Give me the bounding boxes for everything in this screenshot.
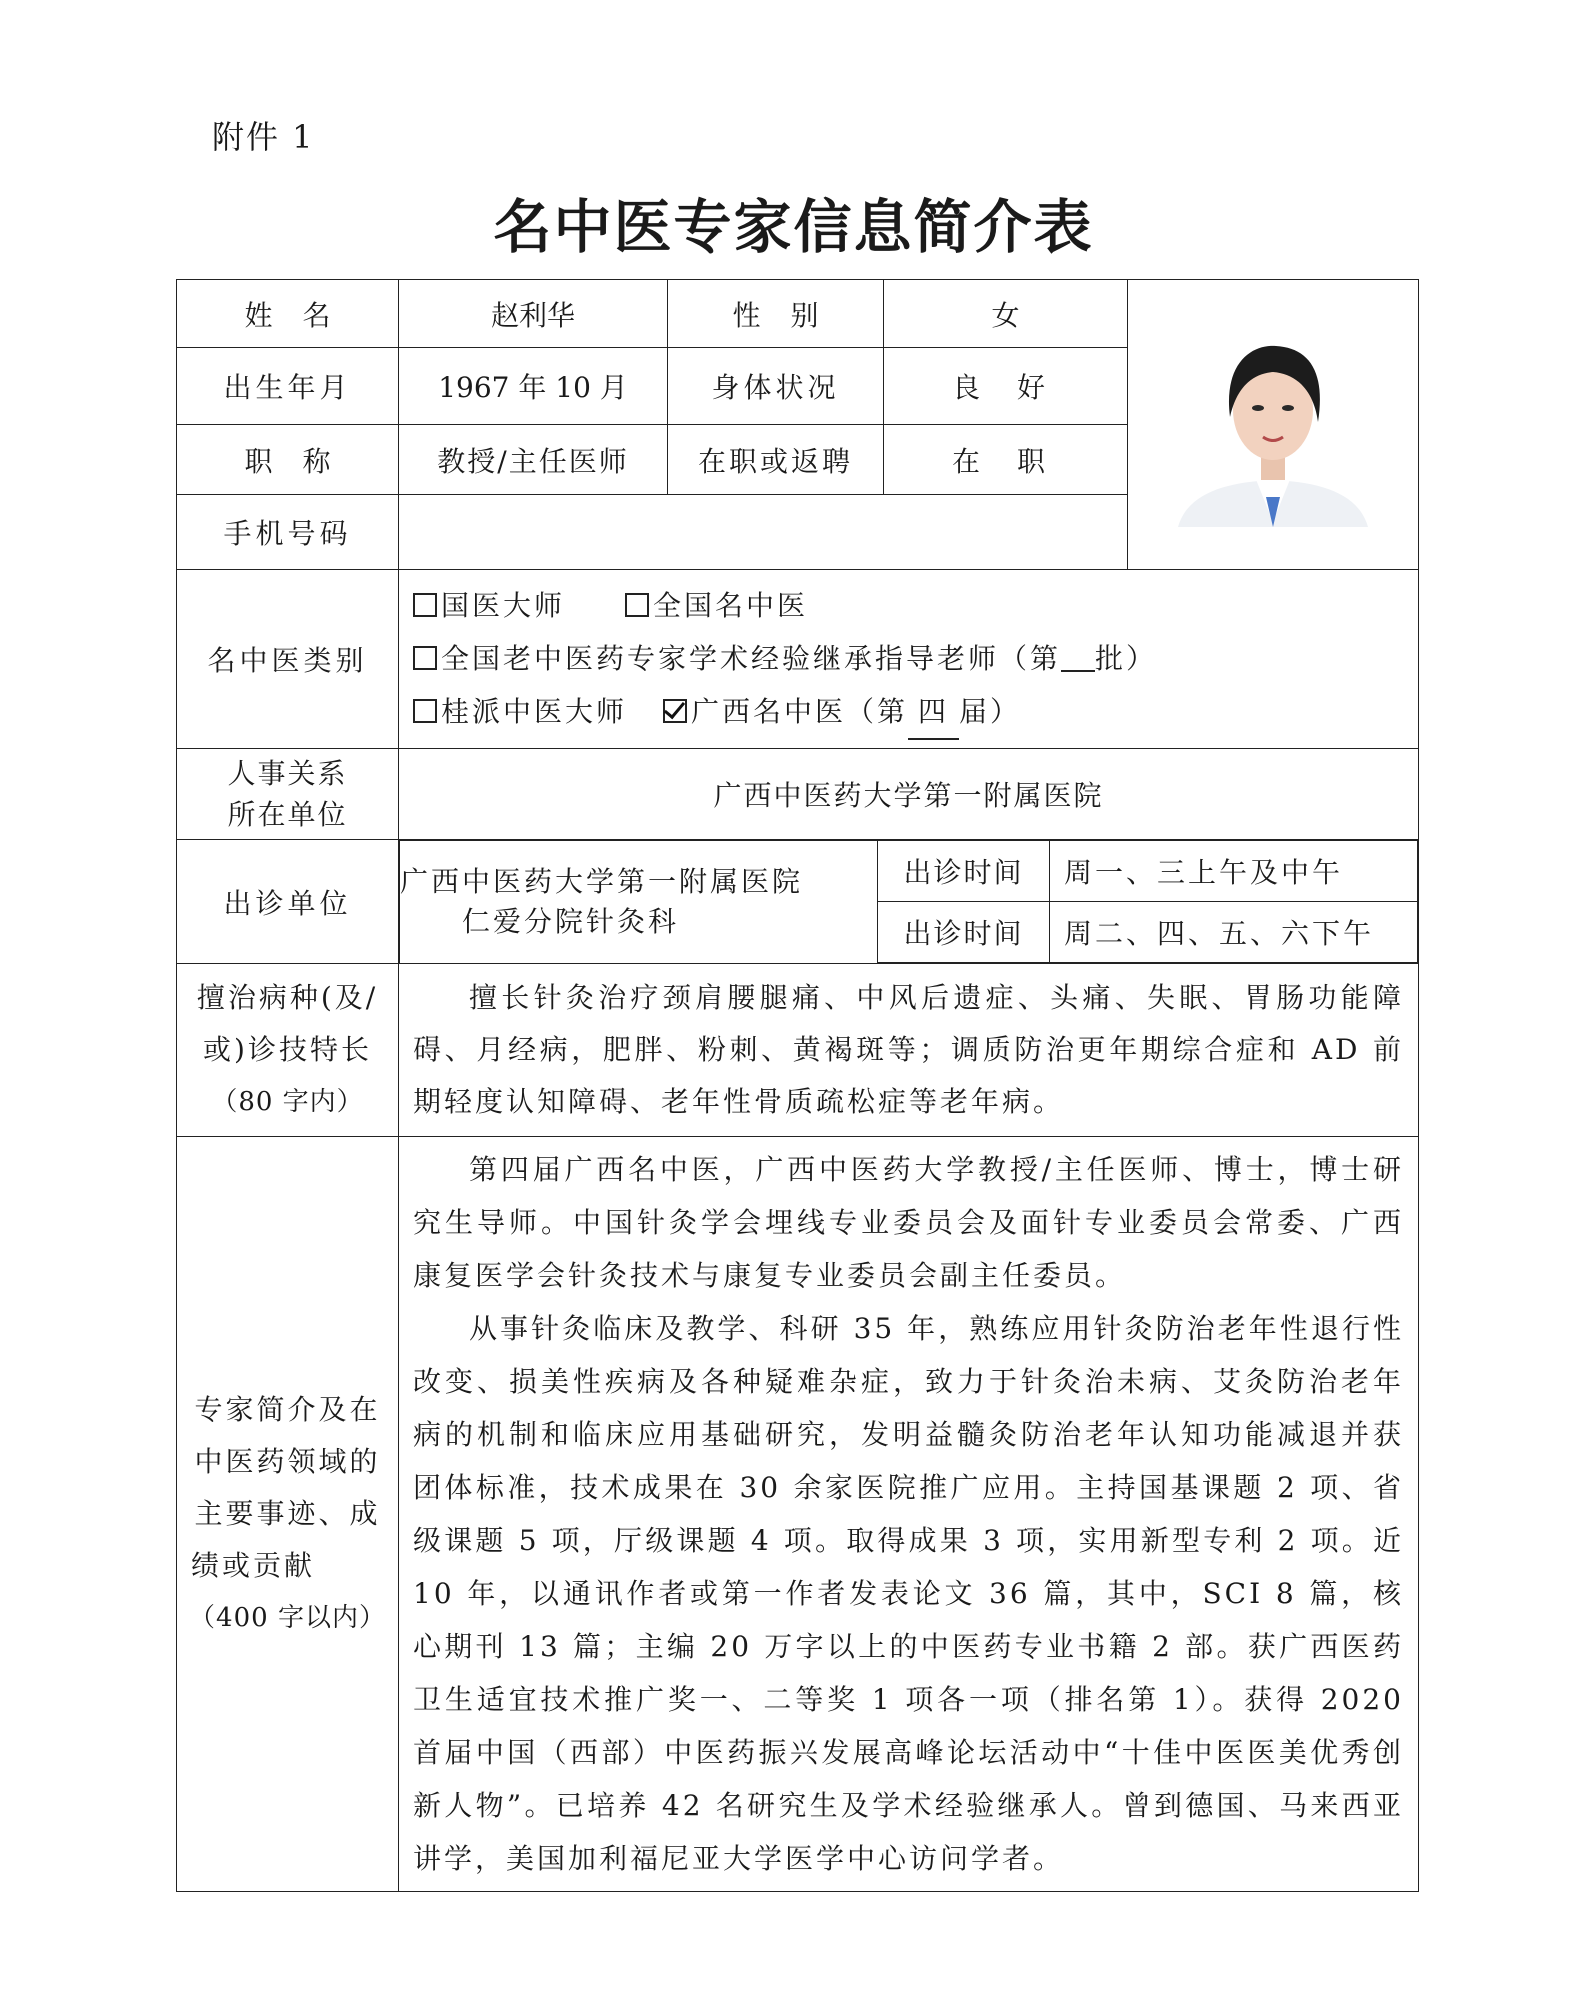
clinic-line1: 广西中医药大学第一附属医院	[400, 864, 804, 898]
bio-label-line3: 主要事迹、成	[194, 1497, 381, 1530]
specialty-cell	[399, 964, 1419, 1137]
category-label: 名中医类别	[177, 570, 399, 749]
category-guangxi-session: 四	[908, 685, 959, 740]
phone-value	[399, 495, 1128, 570]
bio-label-line4: 绩或贡献	[191, 1549, 316, 1582]
clinic-label: 出诊单位	[177, 840, 399, 964]
employment-value: 在 职	[884, 425, 1128, 495]
category-guoyi: 国医大师	[441, 588, 566, 622]
clinic-inner-table	[399, 840, 1418, 963]
specialty-text: 擅长针灸治疗颈肩腰腿痛、中风后遗症、头痛、失眠、胃肠功能障碍、月经病，肥胖、粉刺、黄褐斑等；调质防治更年期综合症和 AD 前期轻度认知障碍、老年性骨质疏松症等老年病。	[413, 981, 1404, 1118]
bio-paragraph-2: 从事针灸临床及教学、科研 35 年，熟练应用针灸防治老年性退行性改变、损美性疾病及各种疑难杂症，致力于针灸治未病、艾灸防治老年病的机制和临床应用基础研究，发明益髓灸防治老年认知功能减退并获团体标准，技术成果在 30 余家医院推广应用。主持国基课题 2 项、省级课题 5 项，厅级课题 4 项。取得成果 3 项，实用新型专利 2 项。近 10 年，以通讯作者或第一作者发表论文 36 篇，其中，SCI 8 篇，核心期刊 13 篇；主编 20 万字以上的中医药专业书籍 2 部。获广西医药卫生适宜技术推广奖一、二等奖 1 项各一项（排名第 1）。获得 2020 首届中国（西部）中医药振兴发展高峰论坛活动中“十佳中医医美优秀创新人物”。已培养 42 名研究生及学术经验继承人。曾到德国、马来西亚讲学，美国加利福尼亚大学医学中心访问学者。	[413, 1312, 1404, 1875]
schedule-value-2: 周二、四、五、六下午	[1050, 902, 1418, 963]
bio-cell	[399, 1137, 1419, 1892]
health-value: 良 好	[884, 348, 1128, 425]
gender-value: 女	[884, 280, 1128, 348]
schedule-label-2: 出诊时间	[878, 902, 1050, 963]
checkbox-guipai[interactable]	[413, 699, 437, 723]
bio-label	[177, 1137, 399, 1892]
checkbox-national[interactable]	[625, 593, 649, 617]
clinic-unit	[400, 841, 878, 963]
health-label: 身体状况	[668, 348, 884, 425]
birth-value: 1967 年 10 月	[399, 348, 668, 425]
category-mentor: 全国老中医药专家学术经验继承指导老师（第	[441, 641, 1062, 675]
category-guangxi: 广西名中医（第	[691, 694, 909, 728]
schedule-value-1: 周一、三上午及中午	[1050, 841, 1418, 902]
category-national: 全国名中医	[653, 588, 809, 622]
category-guangxi-suffix: 届）	[959, 694, 1022, 728]
bio-label-line2: 中医药领域的	[194, 1445, 381, 1478]
expert-photo	[1168, 322, 1378, 527]
checkbox-guangxi[interactable]	[663, 699, 687, 723]
specialty-label-line1: 擅治病种(及/	[196, 981, 379, 1014]
photo-cell	[1128, 280, 1419, 570]
birth-label: 出生年月	[177, 348, 399, 425]
hr-value: 广西中医药大学第一附属医院	[399, 749, 1419, 840]
hr-label-line2: 所在单位	[227, 798, 348, 831]
bio-paragraph-1: 第四届广西名中医，广西中医药大学教授/主任医师、博士，博士研究生导师。中国针灸学会埋线专业委员会及面针专业委员会常委、广西康复医学会针灸技术与康复专业委员会副主任委员。	[413, 1153, 1404, 1292]
specialty-label-line2: 或)诊技特长	[203, 1033, 372, 1066]
schedule-label-1: 出诊时间	[878, 841, 1050, 902]
specialty-label-line3: （80 字内）	[211, 1087, 364, 1117]
category-guipai: 桂派中医大师	[441, 694, 628, 728]
checkbox-mentor[interactable]	[413, 646, 437, 670]
category-row-2	[399, 632, 1418, 685]
annex-label: 附件 1	[212, 118, 315, 156]
bio-label-line1: 专家简介及在	[194, 1393, 381, 1426]
expert-info-table	[176, 279, 1419, 1892]
clinic-cell	[399, 840, 1419, 964]
clinic-line2: 仁爱分院针灸科	[462, 904, 680, 938]
specialty-label	[177, 964, 399, 1137]
title-value: 教授/主任医师	[399, 425, 668, 495]
employment-label: 在职或返聘	[668, 425, 884, 495]
name-label: 姓名	[177, 280, 399, 348]
bio-label-line5: （400 字以内）	[189, 1603, 386, 1633]
hr-label	[177, 749, 399, 840]
phone-label: 手机号码	[177, 495, 399, 570]
page-title: 名中医专家信息简介表	[493, 193, 1094, 261]
category-mentor-suffix: 批）	[1095, 641, 1158, 675]
category-row-3	[399, 685, 1418, 740]
category-options	[399, 570, 1419, 749]
hr-label-line1: 人事关系	[227, 757, 348, 790]
name-value: 赵利华	[399, 280, 668, 348]
category-row-1	[399, 579, 1418, 632]
checkbox-guoyi[interactable]	[413, 593, 437, 617]
batch-blank	[1061, 646, 1095, 672]
title-label: 职称	[177, 425, 399, 495]
gender-label: 性别	[668, 280, 884, 348]
